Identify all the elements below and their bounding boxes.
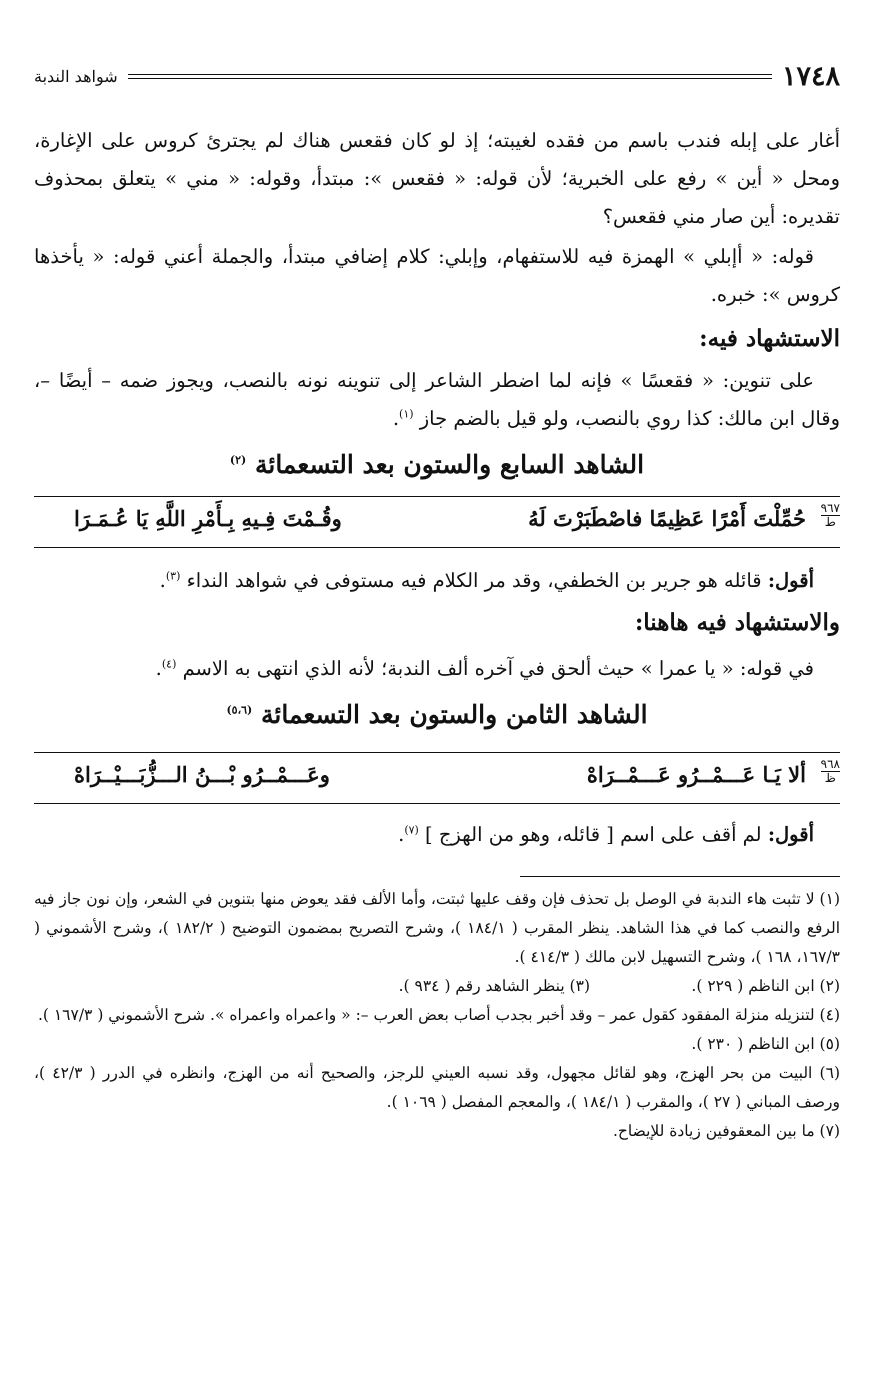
heading-shahid-968 bbox=[34, 688, 840, 742]
header-rule bbox=[128, 74, 772, 79]
footnote-2: (٢) ابن الناظم ( ٢٢٩ ). bbox=[691, 977, 840, 995]
paragraph-4: أقول: قائله هو جرير بن الخطفي، وقد مر الكلام فيه مستوفى في شواهد النداء $^{(٣)}$. bbox=[159, 569, 814, 592]
heading-istishhad-1: الاستشهاد فيه: bbox=[699, 325, 840, 352]
footnote-ref-3: (٣) bbox=[165, 569, 181, 583]
paragraph-3: على تنوين: « فقعسًا » فإنه لما اضطر الشاعر إلى تنوينه نونه بالنصب، ويجوز ضمه – أيضًا –، وقال ابن مالك: كذا روي بالنصب، ولو قيل بالضم جاز $^{(١)}$. bbox=[34, 369, 840, 430]
verse-968 bbox=[34, 748, 840, 804]
running-title: شواهد الندبة bbox=[34, 66, 118, 86]
footnote-separator-wrap bbox=[34, 854, 840, 885]
footnote-ref-2: (٢) bbox=[229, 453, 247, 467]
footnote-3: (٣) ينظر الشاهد رقم ( ٩٣٤ ). bbox=[398, 977, 590, 995]
book-page bbox=[34, 58, 840, 1146]
paragraph-5: في قوله: « يا عمرا » حيث ألحق في آخره ألف الندبة؛ لأنه الذي انتهى به الاسم $^{(٤)}$. bbox=[155, 657, 814, 680]
verse-number-box bbox=[821, 758, 840, 785]
verse-967 bbox=[34, 492, 840, 548]
verse-hemistich-1: ألا يَـا عَـــمْــرُو عَـــمْــرَاهْ bbox=[586, 762, 806, 787]
footnote-separator bbox=[520, 876, 840, 877]
paragraph-1: أغار على إبله فندب باسم من فقده لغيبته؛ إذ لو كان فقعس هناك لم يجترئ كروس على الإغارة، ومحل « أين » رفع على الخبرية؛ لأن قوله: « فقعس »: مبتدأ، وقوله: « مني » يتعلق بمحذوف تقديره: أين صار مني فقعس؟ bbox=[34, 129, 840, 228]
verse-hemistich-2: وعَـــمْــرُو بْـــنُ الـــزُّبَـــيْــرَاهْ bbox=[74, 762, 330, 787]
footnote-5: (٥) ابن الناظم ( ٢٣٠ ). bbox=[691, 1035, 840, 1053]
verse-number: ٩٦٧ bbox=[820, 501, 840, 515]
paragraph-3-text: على تنوين: « فقعسًا » فإنه لما اضطر الشاعر إلى تنوينه نونه بالنصب، ويجوز ضمه – أيضًا –، وقال ابن مالك: كذا روي بالنصب، ولو قيل بالضم جاز bbox=[34, 369, 840, 430]
heading-shahid-968-text: الشاهد الثامن والستون بعد التسعمائة bbox=[260, 700, 648, 729]
footnote-ref-7: (٧) bbox=[404, 823, 419, 837]
paragraph-4-text: قائله هو جرير بن الخطفي، وقد مر الكلام فيه مستوفى في شواهد النداء bbox=[186, 569, 762, 592]
footnote-ref-4: (٤) bbox=[161, 657, 177, 671]
verse-number-box bbox=[821, 502, 840, 529]
verse-hemistich-1: حُمِّلْتَ أَمْرًا عَظِيمًا فاصْطَبَرْتَ لَهُ bbox=[528, 506, 806, 531]
paragraph-5-text: في قوله: « يا عمرا » حيث ألحق في آخره ألف الندبة؛ لأنه الذي انتهى به الاسم bbox=[182, 657, 814, 680]
footnote-row-2-3 bbox=[34, 972, 840, 1001]
paragraph-4-lead: أقول: bbox=[767, 569, 814, 592]
verse-rule-top bbox=[34, 752, 840, 753]
footnote-4: (٤) لتنزيله منزلة المفقود كقول عمر – وقد أخبر بجدب أصاب بعض العرب –: « واعمراه واعمراه ». شرح الأشموني ( ١٦٧/٣ ). bbox=[37, 1006, 840, 1024]
heading-istishhad-2: والاستشهاد فيه هاهنا: bbox=[634, 609, 840, 636]
heading-shahid-967-text: الشاهد السابع والستون بعد التسعمائة bbox=[254, 450, 645, 479]
running-header bbox=[34, 58, 840, 94]
footnotes bbox=[34, 885, 840, 1146]
verse-rule-bottom bbox=[34, 803, 840, 804]
footnote-6: (٦) البيت من بحر الهزج، وهو لقائل مجهول، وقد نسبه العيني للرجز، والصحيح أنه من الهزج، وانظره في الدرر ( ٤٢/٣ )، ورصف المباني ( ٢٧ )، والمقرب ( ١٨٤/١ )، والمعجم المفصل ( ١٠٦٩ ). bbox=[34, 1064, 840, 1111]
verse-rule-bottom bbox=[34, 547, 840, 548]
page-number: ١٧٤٨ bbox=[781, 60, 840, 92]
paragraph-2: قوله: « أإبلي » الهمزة فيه للاستفهام، وإبلي: كلام إضافي مبتدأ، والجملة أعني قوله: « يأخذها كروس »: خبره. bbox=[34, 245, 840, 306]
heading-shahid-967 bbox=[34, 438, 840, 492]
verse-meter-mark: ط bbox=[824, 515, 836, 529]
footnote-7: (٧) ما بين المعقوفين زيادة للإيضاح. bbox=[612, 1122, 840, 1140]
paragraph-6-lead: أقول: bbox=[767, 823, 814, 846]
paragraph-6: أقول: لم أقف على اسم [ قائله، وهو من الهزج ] $^{(٧)}$. bbox=[398, 823, 814, 846]
footnote-1: (١) لا تثبت هاء الندبة في الوصل بل تحذف فإن وقف عليها ثبتت، وأما الألف فقد يعوض منها بتنوين في الشعر، وإن نون جاز فيه الرفع والنصب كما في هذا الشاهد. ينظر المقرب ( ١٨٤/١ )، وشرح التصريح بمضمون التوضيح ( ١٨٢/٢ )، وشرح الأشموني ( ١٦٧/٣، ١٦٨ )، وشرح التسهيل لابن مالك ( ٤١٤/٣ ). bbox=[34, 890, 841, 966]
paragraph-6-text: لم أقف على اسم [ قائله، وهو من الهزج ] bbox=[425, 823, 762, 846]
footnote-ref-5-6: (٥،٦) bbox=[226, 703, 253, 717]
verse-meter-mark: ظ bbox=[824, 771, 836, 785]
verse-number: ٩٦٨ bbox=[820, 757, 840, 771]
verse-hemistich-2: وقُـمْتَ فِـيهِ بِـأَمْرِ اللَّهِ يَا عُـمَـرَا bbox=[74, 506, 342, 531]
verse-rule-top bbox=[34, 496, 840, 497]
footnote-ref-1: (١) bbox=[399, 407, 414, 421]
